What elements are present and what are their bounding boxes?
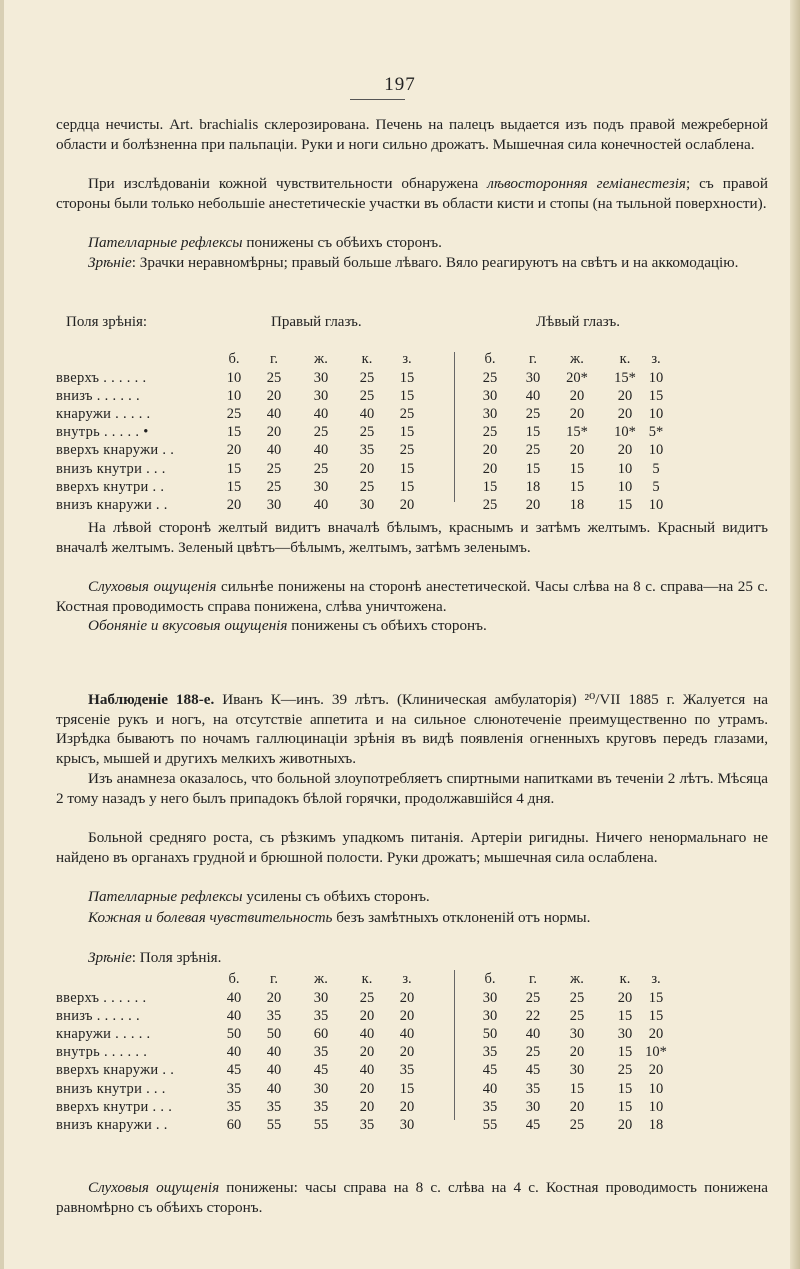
table1-right-col-header: к.	[361, 351, 373, 367]
table2-left-eye-value: 30	[617, 1026, 633, 1043]
p11-rest: усилены съ обѣихъ сторонъ.	[242, 888, 430, 905]
table2-row-label: вверхъ . . . . . .	[56, 990, 147, 1006]
p6-emph: Слуховыя ощущенія	[88, 578, 217, 595]
table2-row	[56, 1025, 768, 1043]
paragraph-14	[56, 1178, 768, 1217]
page-number-rule	[350, 99, 405, 100]
p2-lead: При изслѣдованіи кожной чувствительности обнаружена	[88, 175, 488, 192]
paragraph-1-text: сердца нечисты. Art. brachialis склерозирована. Печень на палецъ выдается изъ подъ правой межреберной области и болѣзненна при пальпаціи. Руки и ноги сильно дрожатъ. Мышечная сила конечностей ослаблена.	[56, 116, 768, 153]
table1-left-eye-value: 20	[569, 406, 585, 423]
page-number: 197	[384, 74, 416, 95]
table1-left-eye-value: 15	[482, 478, 498, 495]
paragraph-13	[56, 948, 768, 968]
paragraph-9	[56, 769, 768, 808]
p10-text: Больной средняго роста, съ рѣзкимъ упадкомъ питанія. Артеріи ригидны. Ничего ненормальнаго не найдено въ органахъ грудной и брюшной полости. Руки дрожатъ; мышечная сила ослаблена.	[56, 829, 768, 866]
table2-left-eye-value: 20	[648, 1062, 664, 1079]
table2-row	[56, 1116, 768, 1134]
paragraph-12	[56, 908, 768, 928]
table2-row-label: внизъ . . . . . .	[56, 1008, 140, 1025]
page-right-edge	[790, 0, 800, 1269]
paragraph-3	[56, 233, 768, 253]
table1-right-eye-value: 15	[399, 388, 415, 405]
p3-rest: понижены съ обѣихъ сторонъ.	[242, 234, 442, 251]
p13-rest: : Поля зрѣнія.	[131, 949, 222, 966]
table1-row-label: кнаружи . . . . .	[56, 406, 151, 423]
table1-left-eye-value: 20	[569, 442, 585, 459]
table1-right-eye-value: 30	[313, 478, 329, 495]
table2-right-col-header: к.	[361, 971, 373, 987]
table1-column-headers	[56, 350, 768, 368]
table1-right-eye-value: 20	[359, 460, 375, 477]
table1-right-eye-value: 15	[226, 478, 242, 495]
table2-left-eye-value: 25	[525, 1044, 541, 1061]
table2-right-col-header: б.	[228, 971, 240, 987]
table1-left-eye-value: 25	[482, 424, 498, 441]
table2-right-col-header: з.	[402, 971, 412, 987]
table2-right-eye-value: 40	[399, 1026, 415, 1043]
table1-row-label: внутрь . . . . . •	[56, 424, 149, 441]
table1-title: Поля зрѣнія:	[66, 314, 148, 330]
table1-right-col-header: ж.	[314, 351, 328, 367]
table1-row	[56, 423, 768, 441]
table1-right-eye-value: 15	[399, 370, 415, 386]
table1-left-col-header: г.	[529, 351, 537, 367]
table1-row-label: внизъ . . . . . .	[56, 388, 140, 405]
table1-left-eye-value: 15	[569, 460, 585, 477]
table2-right-eye-value: 35	[399, 1062, 415, 1079]
p4-emph: Зрѣніе	[88, 254, 132, 271]
table1-left-eye-value: 40	[525, 388, 541, 405]
table1-left-eye-header: Лѣвый глазъ.	[536, 314, 620, 330]
table2-right-eye-value: 40	[266, 1080, 282, 1097]
table1-left-eye-value: 10*	[614, 424, 636, 441]
table2-left-eye-value: 55	[482, 1116, 498, 1133]
table2-right-eye-value: 30	[313, 1080, 329, 1097]
table2-left-col-header: з.	[651, 971, 661, 987]
table2-right-eye-value: 40	[359, 1026, 375, 1043]
table1-right-col-header: г.	[270, 351, 278, 367]
paragraph-1	[56, 115, 768, 154]
table2-right-eye-value: 35	[266, 1098, 282, 1115]
table1-left-eye-value: 20	[569, 388, 585, 405]
table1-right-eye-value: 20	[266, 424, 282, 441]
table1-right-eye-value: 40	[266, 406, 282, 423]
table2-left-eye-value: 15	[617, 1044, 633, 1061]
table1-left-eye-value: 25	[525, 406, 541, 423]
p12-rest: безъ замѣтныхъ отклоненій отъ нормы.	[332, 909, 591, 926]
paragraph-2	[56, 174, 768, 213]
table1-right-eye-value: 20	[399, 496, 415, 513]
table1-right-eye-value: 30	[313, 370, 329, 386]
table1-row-label: внизъ кнаружи . .	[56, 496, 168, 513]
table2-right-eye-value: 20	[359, 1098, 375, 1115]
table2-right-eye-value: 35	[313, 1098, 329, 1115]
table2-row	[56, 1061, 768, 1079]
table1-right-eye-value: 15	[399, 424, 415, 441]
p13-emph: Зрѣніе	[88, 949, 132, 966]
table1-right-eye-value: 25	[359, 388, 375, 405]
p9-text: Изъ анамнеза оказалось, что больной злоупотребляетъ спиртными напитками въ теченіи 2 лѣтъ. Мѣсяца 2 тому назадъ у него былъ припадокъ бѣлой горячки, продолжавшійся 4 дня.	[56, 770, 768, 807]
table1-row-label: вверхъ . . . . . .	[56, 370, 147, 386]
table2-right-eye-value: 20	[359, 1008, 375, 1025]
table2-row-label: кнаружи . . . . .	[56, 1026, 151, 1043]
table1-right-eye-value: 25	[226, 406, 242, 423]
table2-right-eye-value: 30	[313, 990, 329, 1006]
table2-left-eye-value: 10*	[645, 1044, 667, 1061]
table1-left-eye-value: 25	[482, 496, 498, 513]
table1-row	[56, 405, 768, 423]
table2-left-eye-value: 25	[617, 1062, 633, 1079]
table2-right-eye-value: 20	[399, 1044, 415, 1061]
table1-right-eye-value: 40	[313, 442, 329, 459]
table2-row-label: внутрь . . . . . .	[56, 1044, 148, 1061]
table1-left-eye-value: 5	[652, 478, 660, 495]
table1-right-eye-value: 40	[359, 406, 375, 423]
table2-left-eye-value: 10	[648, 1098, 664, 1115]
table1-left-eye-value: 30	[482, 388, 498, 405]
table1-left-eye-value: 5	[652, 460, 660, 477]
table1-left-eye-value: 10	[648, 406, 664, 423]
table1-right-col-header: з.	[402, 351, 412, 367]
table1-left-eye-value: 15	[648, 388, 664, 405]
table2-row-label: внизъ кнаружи . .	[56, 1116, 168, 1133]
table2-left-eye-value: 10	[648, 1080, 664, 1097]
table2-left-eye-value: 15	[569, 1080, 585, 1097]
table1-right-eye-value: 25	[266, 478, 282, 495]
table2-left-col-header: ж.	[570, 971, 584, 987]
table1-right-eye-value: 40	[266, 442, 282, 459]
table2-right-eye-value: 50	[226, 1026, 242, 1043]
table2-right-eye-value: 40	[266, 1062, 282, 1079]
table2-right-eye-value: 20	[266, 990, 282, 1006]
table1-right-eye-value: 25	[313, 460, 329, 477]
table2-right-eye-value: 55	[266, 1116, 282, 1133]
table1-row	[56, 441, 768, 459]
table1-right-eye-value: 15	[226, 460, 242, 477]
table2-right-eye-value: 55	[313, 1116, 329, 1133]
table2-right-eye-value: 25	[359, 990, 375, 1006]
table2-row	[56, 1007, 768, 1025]
p2-emph: лѣвосторонняя гемiанестезія	[487, 175, 686, 192]
table2-left-eye-value: 35	[482, 1044, 498, 1061]
table1-left-eye-value: 18	[525, 478, 541, 495]
table2-right-col-header: г.	[270, 971, 278, 987]
table2-left-eye-value: 30	[482, 990, 498, 1006]
table2-left-eye-value: 20	[617, 990, 633, 1006]
table1-left-eye-value: 25	[482, 370, 498, 386]
table1-row	[56, 387, 768, 405]
table2-left-eye-value: 25	[525, 990, 541, 1006]
table2-left-eye-value: 35	[482, 1098, 498, 1115]
table1-left-eye-value: 20	[617, 406, 633, 423]
table1-right-eye-value: 20	[266, 388, 282, 405]
table2-right-eye-value: 35	[359, 1116, 375, 1133]
table2-row	[56, 989, 768, 1007]
table2-left-eye-value: 20	[569, 1098, 585, 1115]
table2-left-eye-value: 20	[617, 1116, 633, 1133]
table2-right-eye-value: 35	[313, 1044, 329, 1061]
table2-row-label: вверхъ кнутри . . .	[56, 1098, 173, 1115]
p7-emph: Обоняніе и вкусовыя ощущенія	[88, 617, 288, 634]
table1-left-col-header: б.	[484, 351, 496, 367]
table1-right-eye-value: 35	[359, 442, 375, 459]
table1-left-eye-value: 5*	[648, 424, 664, 441]
table2-left-eye-value: 18	[648, 1116, 664, 1133]
table2-right-eye-value: 20	[359, 1044, 375, 1061]
table2-left-eye-value: 25	[569, 1116, 585, 1133]
table2-left-col-header: г.	[529, 971, 537, 987]
table2-right-eye-value: 20	[399, 990, 415, 1006]
p6-rest: сильнѣе понижены на сторонѣ анестетической. Часы слѣва на 8 с. справа—на 25 с. Костная проводимость справа понижена, слѣва уничтожена.	[56, 578, 768, 615]
paragraph-7	[56, 616, 768, 636]
table1-left-eye-value: 15*	[614, 370, 636, 386]
table1-right-eye-value: 25	[399, 406, 415, 423]
page-left-edge	[0, 0, 4, 1269]
table1-left-eye-value: 10	[648, 496, 664, 513]
table2-left-eye-value: 30	[482, 1008, 498, 1025]
table1-left-eye-value: 15	[617, 496, 633, 513]
table2-row-label: вверхъ кнаружи . .	[56, 1062, 175, 1079]
table2-left-eye-value: 40	[482, 1080, 498, 1097]
table2-right-eye-value: 35	[226, 1080, 242, 1097]
visual-field-table-1	[56, 314, 768, 513]
table2-left-eye-value: 20	[569, 1044, 585, 1061]
table1-right-col-header: б.	[228, 351, 240, 367]
table2-left-eye-value: 25	[569, 1008, 585, 1025]
table1-left-col-header: з.	[651, 351, 661, 367]
table1-left-eye-value: 20	[617, 388, 633, 405]
table1-left-eye-value: 30	[525, 370, 541, 386]
table2-right-col-header: ж.	[314, 971, 328, 987]
table2-right-eye-value: 45	[313, 1062, 329, 1079]
table1-right-eye-value: 20	[226, 496, 242, 513]
table1-right-eye-value: 25	[266, 370, 282, 386]
table1-right-eye-value: 30	[313, 388, 329, 405]
p14-rest: понижены: часы справа на 8 с. слѣва на 4 с. Костная проводимость понижена равномѣрно съ обѣихъ сторонъ.	[56, 1179, 768, 1216]
table1-right-eye-value: 25	[359, 370, 375, 386]
table2-left-eye-value: 45	[482, 1062, 498, 1079]
table1-left-eye-value: 20	[482, 460, 498, 477]
table2-row	[56, 1080, 768, 1098]
table2-left-eye-value: 15	[648, 1008, 664, 1025]
table2-right-eye-value: 20	[399, 1008, 415, 1025]
table2-right-eye-value: 60	[226, 1116, 242, 1133]
table1-left-eye-value: 15*	[566, 424, 588, 441]
table1-right-eye-value: 10	[226, 370, 242, 386]
p5-text: На лѣвой сторонѣ желтый видитъ вначалѣ бѣлымъ, краснымъ и затѣмъ желтымъ. Красный видитъ вначалѣ желтымъ. Зеленый цвѣтъ—бѣлымъ, желтымъ, затѣмъ зеленымъ.	[56, 519, 768, 556]
p14-emph: Слуховыя ощущенія	[88, 1179, 220, 1196]
table1-row	[56, 496, 768, 514]
table1-left-eye-value: 15	[569, 478, 585, 495]
table1-left-eye-value: 10	[648, 370, 664, 386]
table2-right-eye-value: 20	[359, 1080, 375, 1097]
p3-emph: Пателларные рефлексы	[88, 234, 243, 251]
table2-left-eye-value: 30	[569, 1026, 585, 1043]
table2-right-eye-value: 35	[313, 1008, 329, 1025]
table2-right-eye-value: 35	[266, 1008, 282, 1025]
table2-left-eye-value: 15	[648, 990, 664, 1006]
table1-left-eye-value: 15	[525, 460, 541, 477]
paragraph-11	[56, 887, 768, 907]
table1-left-eye-value: 10	[617, 460, 633, 477]
table1-left-eye-value: 10	[648, 442, 664, 459]
table2-left-col-header: к.	[619, 971, 631, 987]
table2-right-eye-value: 20	[399, 1098, 415, 1115]
p2-rest: ; съ правой стороны были только небольшiе анестетическiе участки въ области кисти и стопы (на тыльной поверхности).	[56, 175, 768, 212]
table1-left-eye-value: 30	[482, 406, 498, 423]
table1-row-label: внизъ кнутри . . .	[56, 460, 166, 477]
table2-right-eye-value: 15	[399, 1080, 415, 1097]
table2-left-eye-value: 30	[525, 1098, 541, 1115]
table1-right-eye-value: 25	[313, 424, 329, 441]
table1-row-label: вверхъ кнаружи . .	[56, 442, 175, 459]
table2-left-eye-value: 45	[525, 1062, 541, 1079]
table2-left-eye-value: 20	[648, 1026, 664, 1043]
table2-right-eye-value: 40	[226, 1008, 242, 1025]
table2-right-eye-value: 40	[266, 1044, 282, 1061]
table2-right-eye-value: 40	[226, 1044, 242, 1061]
table2-left-eye-value: 15	[617, 1008, 633, 1025]
table2-left-eye-value: 30	[569, 1062, 585, 1079]
paragraph-5	[56, 518, 768, 557]
table2-left-eye-value: 15	[617, 1098, 633, 1115]
table1-right-eye-value: 25	[359, 478, 375, 495]
table1-right-eye-value: 10	[226, 388, 242, 405]
table2-right-eye-value: 35	[226, 1098, 242, 1115]
table1-left-eye-value: 25	[525, 442, 541, 459]
p12-emph: Кожная и болевая чувствительность	[88, 909, 333, 926]
table1-left-eye-value: 10	[617, 478, 633, 495]
table1-right-eye-value: 20	[226, 442, 242, 459]
paragraph-6	[56, 577, 768, 616]
paragraph-10	[56, 828, 768, 867]
table1-left-col-header: ж.	[570, 351, 584, 367]
table1-right-eye-header: Правый глазъ.	[271, 314, 362, 330]
table1-right-eye-value: 25	[399, 442, 415, 459]
table1-right-eye-value: 25	[266, 460, 282, 477]
table1-row	[56, 478, 768, 496]
table1-left-eye-value: 20	[617, 442, 633, 459]
table2-row	[56, 1043, 768, 1061]
table1-right-eye-value: 25	[359, 424, 375, 441]
table1-right-eye-value: 15	[399, 460, 415, 477]
table2-left-col-header: б.	[484, 971, 496, 987]
table2-left-eye-value: 35	[525, 1080, 541, 1097]
table2-right-eye-value: 45	[226, 1062, 242, 1079]
table2-column-headers	[56, 970, 768, 988]
p4-rest: : Зрачки неравномѣрны; правый больше лѣваго. Вяло реагируютъ на свѣтъ и на аккомодацію.	[131, 254, 739, 271]
table2-right-eye-value: 40	[359, 1062, 375, 1079]
table1-row	[56, 369, 768, 387]
table2-left-eye-value: 25	[569, 990, 585, 1006]
table1-row-label: вверхъ кнутри . .	[56, 478, 165, 495]
table1-left-eye-value: 18	[569, 496, 585, 513]
table1-left-eye-value: 20	[525, 496, 541, 513]
table2-right-eye-value: 30	[399, 1116, 415, 1133]
table1-left-eye-value: 20*	[566, 370, 588, 386]
table2-left-eye-value: 22	[525, 1008, 541, 1025]
table1-right-eye-value: 15	[399, 478, 415, 495]
observation-title: Наблюденіе 188-е.	[88, 691, 215, 708]
table2-left-eye-value: 40	[525, 1026, 541, 1043]
table1-row	[56, 460, 768, 478]
p7-rest: понижены съ обѣихъ сторонъ.	[287, 617, 487, 634]
table2-right-eye-value: 40	[226, 990, 242, 1006]
table2-row-label: внизъ кнутри . . .	[56, 1080, 166, 1097]
paragraph-8	[56, 690, 768, 768]
table1-right-eye-value: 40	[313, 496, 329, 513]
table1-right-eye-value: 30	[266, 496, 282, 513]
table1-left-eye-value: 15	[525, 424, 541, 441]
table1-right-eye-value: 40	[313, 406, 329, 423]
table1-right-eye-value: 15	[226, 424, 242, 441]
table2-row	[56, 1098, 768, 1116]
table1-left-col-header: к.	[619, 351, 631, 367]
table1-left-eye-value: 20	[482, 442, 498, 459]
visual-field-table-2	[56, 968, 768, 1138]
p8-rest: Иванъ К—инъ. 39 лѣтъ. (Клиническая амбулаторія) ²⁰/VII 1885 г. Жалуется на трясеніе рукъ и ногъ, на отсутствіе аппетита и на сильное слюнотеченіе преимущественно по утрамъ. Изрѣдка бываютъ по ночамъ галлюцинаціи зрѣнія въ видѣ появленія огненныхъ круговъ передъ глазами, крысъ, мышей и другихъ мелкихъ животныхъ.	[56, 691, 768, 767]
table1-right-eye-value: 30	[359, 496, 375, 513]
p11-emph: Пателларные рефлексы	[88, 888, 243, 905]
table2-left-eye-value: 45	[525, 1116, 541, 1133]
table2-left-eye-value: 50	[482, 1026, 498, 1043]
table2-right-eye-value: 50	[266, 1026, 282, 1043]
paragraph-4	[56, 253, 768, 273]
table2-right-eye-value: 60	[313, 1026, 329, 1043]
table2-left-eye-value: 15	[617, 1080, 633, 1097]
